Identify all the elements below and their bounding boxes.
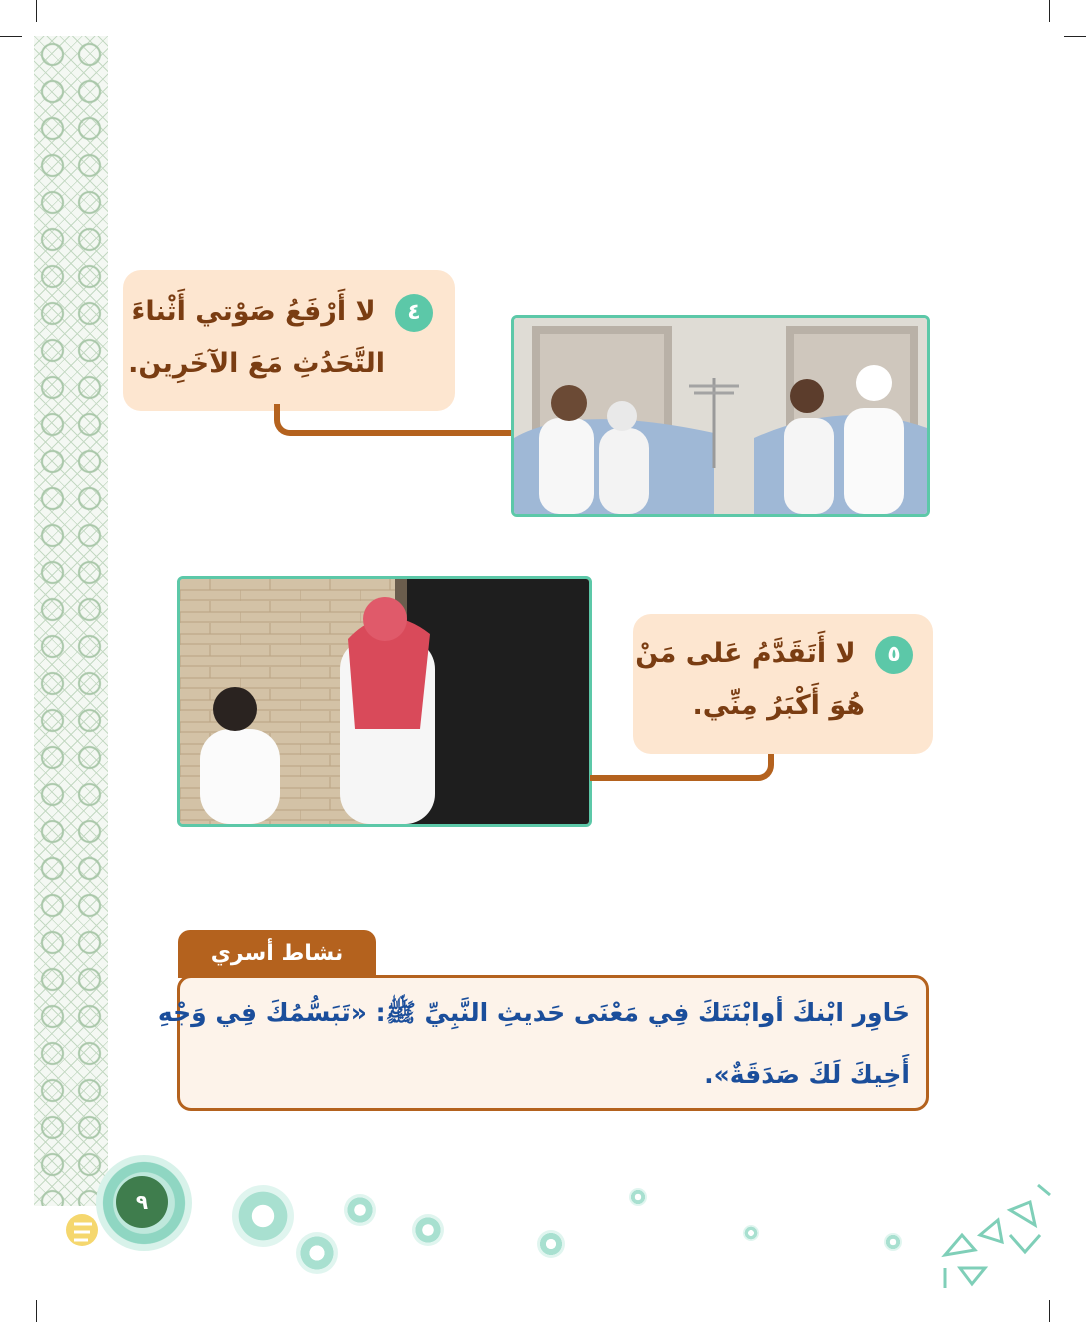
family-activity-title: نشاط أسري xyxy=(178,930,376,978)
decorative-side-pattern xyxy=(34,36,108,1206)
crop-mark xyxy=(1049,1300,1050,1322)
item-5-text-line1: لا أَتَقَدَّمُ عَلى مَنْ xyxy=(635,638,856,669)
item-5-line1-row xyxy=(633,628,913,680)
item-4-bubble xyxy=(123,270,455,411)
item-4-text-line2: التَّحَدُثِ مَعَ الآخَرِين. xyxy=(128,348,385,379)
boy-behind-man-at-door-photo xyxy=(180,579,589,824)
item-4-number-badge: ٤ xyxy=(395,294,433,332)
crop-mark xyxy=(1049,0,1050,22)
decorative-corner-shapes xyxy=(940,1180,1052,1290)
family-activity-box xyxy=(157,975,929,1111)
crop-mark xyxy=(36,1300,37,1322)
crop-mark xyxy=(36,0,37,22)
decorative-rosette xyxy=(629,1188,647,1206)
item-5-photo xyxy=(177,576,592,827)
decorative-rosette xyxy=(232,1185,294,1247)
family-activity-line1: حَاوِر ابْنكَ أوابْنَتَكَ فِي مَعْنَى حَديثِ النَّبِيِّ ﷺ: «تَبَسُّمُكَ فِي وَجْهِ xyxy=(157,998,910,1027)
item-4-connector xyxy=(274,404,520,436)
crop-mark xyxy=(0,36,22,37)
decorative-rosette xyxy=(537,1230,565,1258)
decorative-rosette xyxy=(884,1233,902,1251)
decorative-logo-mark xyxy=(60,1190,108,1254)
item-5-text-line2: هُوَ أَكْبَرُ مِنِّي. xyxy=(692,690,865,721)
item-4-photo xyxy=(511,315,930,517)
item-4-text-line1: لا أَرْفَعُ صَوْتي أَثْناءَ xyxy=(131,296,376,327)
item-5-number-badge: ٥ xyxy=(875,636,913,674)
page-number: ٩ xyxy=(116,1176,168,1228)
decorative-rosette xyxy=(412,1214,444,1246)
crop-mark xyxy=(1064,36,1086,37)
item-5-bubble xyxy=(633,614,933,754)
decorative-rosette xyxy=(743,1225,759,1241)
item-4-line1-row xyxy=(123,286,433,338)
family-activity-line2: أَخِيكَ لَكَ صَدَقَةٌ». xyxy=(704,1060,910,1089)
decorative-rosette xyxy=(344,1194,376,1226)
decorative-rosette xyxy=(296,1232,338,1274)
boys-sitting-talking-photo xyxy=(514,318,927,514)
